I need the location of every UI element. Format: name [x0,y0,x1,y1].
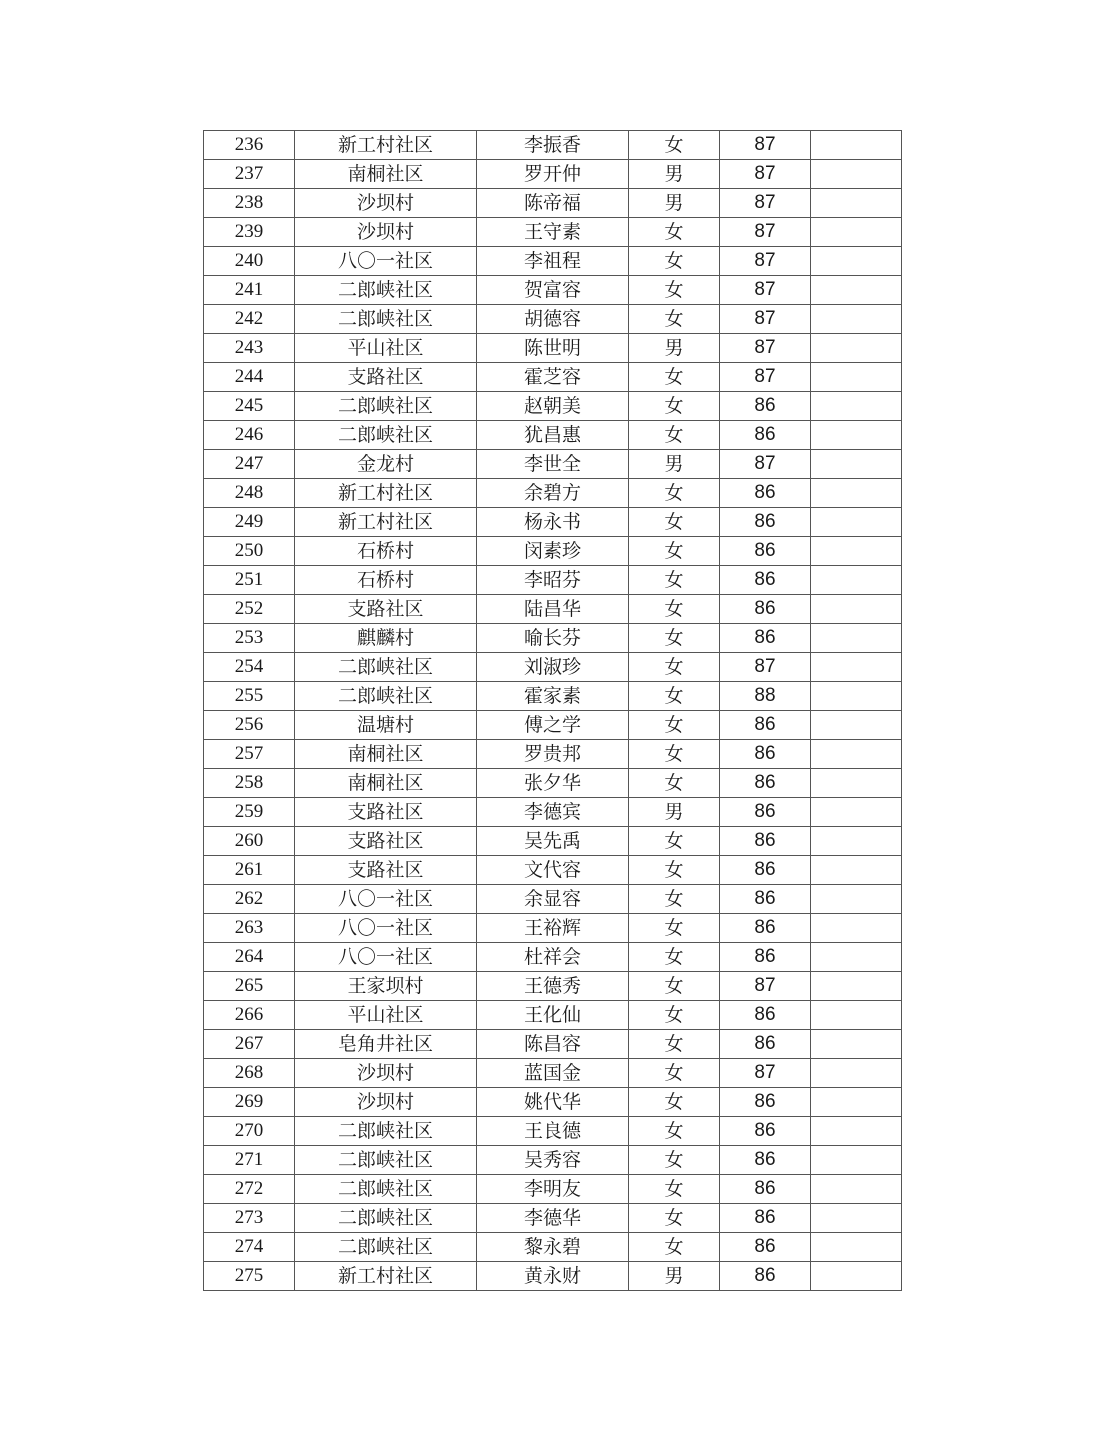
table-row [204,508,902,537]
age-cell: 87 [720,972,811,1001]
gender-cell: 女 [629,856,720,885]
table-row [204,827,902,856]
table-row [204,914,902,943]
remark-cell [811,450,902,479]
remark-cell [811,885,902,914]
person-name-cell: 喻长芬 [477,624,629,653]
remark-cell [811,276,902,305]
remark-cell [811,247,902,276]
age-cell: 87 [720,247,811,276]
community-cell: 二郎峡社区 [295,276,477,305]
serial-number-cell: 242 [204,305,295,334]
serial-number-cell: 262 [204,885,295,914]
age-cell: 87 [720,1059,811,1088]
table-row [204,1262,902,1291]
community-cell: 支路社区 [295,798,477,827]
community-cell: 新工村社区 [295,479,477,508]
table-row [204,160,902,189]
person-name-cell: 李德宾 [477,798,629,827]
table-row [204,566,902,595]
table-row [204,1117,902,1146]
age-cell: 86 [720,1001,811,1030]
gender-cell: 男 [629,334,720,363]
person-name-cell: 陈帝福 [477,189,629,218]
roster-table-body [204,131,902,1291]
table-row [204,305,902,334]
remark-cell [811,1233,902,1262]
serial-number-cell: 261 [204,856,295,885]
remark-cell [811,218,902,247]
person-name-cell: 李昭芬 [477,566,629,595]
gender-cell: 女 [629,1233,720,1262]
table-row [204,1001,902,1030]
serial-number-cell: 239 [204,218,295,247]
person-name-cell: 罗开仲 [477,160,629,189]
serial-number-cell: 256 [204,711,295,740]
remark-cell [811,305,902,334]
serial-number-cell: 267 [204,1030,295,1059]
gender-cell: 女 [629,218,720,247]
remark-cell [811,972,902,1001]
person-name-cell: 余显容 [477,885,629,914]
person-name-cell: 闵素珍 [477,537,629,566]
gender-cell: 女 [629,566,720,595]
table-row [204,856,902,885]
remark-cell [811,624,902,653]
roster-table [203,130,902,1291]
gender-cell: 女 [629,769,720,798]
gender-cell: 女 [629,682,720,711]
age-cell: 86 [720,566,811,595]
remark-cell [811,392,902,421]
person-name-cell: 吴秀容 [477,1146,629,1175]
remark-cell [811,1117,902,1146]
remark-cell [811,740,902,769]
gender-cell: 女 [629,363,720,392]
person-name-cell: 张夕华 [477,769,629,798]
age-cell: 86 [720,508,811,537]
community-cell: 支路社区 [295,363,477,392]
person-name-cell: 文代容 [477,856,629,885]
age-cell: 86 [720,711,811,740]
table-row [204,1233,902,1262]
table-row [204,595,902,624]
community-cell: 八〇一社区 [295,914,477,943]
person-name-cell: 李振香 [477,131,629,160]
community-cell: 沙坝村 [295,189,477,218]
gender-cell: 女 [629,885,720,914]
remark-cell [811,1146,902,1175]
remark-cell [811,479,902,508]
person-name-cell: 刘淑珍 [477,653,629,682]
serial-number-cell: 251 [204,566,295,595]
age-cell: 86 [720,856,811,885]
person-name-cell: 姚代华 [477,1088,629,1117]
age-cell: 87 [720,334,811,363]
gender-cell: 女 [629,595,720,624]
gender-cell: 男 [629,798,720,827]
table-row [204,247,902,276]
community-cell: 二郎峡社区 [295,1146,477,1175]
person-name-cell: 傅之学 [477,711,629,740]
gender-cell: 女 [629,537,720,566]
remark-cell [811,160,902,189]
gender-cell: 女 [629,1030,720,1059]
remark-cell [811,421,902,450]
age-cell: 86 [720,798,811,827]
gender-cell: 男 [629,450,720,479]
gender-cell: 女 [629,1146,720,1175]
age-cell: 86 [720,595,811,624]
person-name-cell: 李祖程 [477,247,629,276]
age-cell: 86 [720,769,811,798]
person-name-cell: 蓝国金 [477,1059,629,1088]
community-cell: 八〇一社区 [295,885,477,914]
gender-cell: 男 [629,189,720,218]
table-row [204,943,902,972]
serial-number-cell: 244 [204,363,295,392]
gender-cell: 女 [629,1001,720,1030]
serial-number-cell: 237 [204,160,295,189]
age-cell: 86 [720,624,811,653]
remark-cell [811,131,902,160]
remark-cell [811,1059,902,1088]
remark-cell [811,189,902,218]
remark-cell [811,711,902,740]
table-row [204,450,902,479]
remark-cell [811,363,902,392]
gender-cell: 女 [629,653,720,682]
serial-number-cell: 246 [204,421,295,450]
serial-number-cell: 265 [204,972,295,1001]
person-name-cell: 犹昌惠 [477,421,629,450]
community-cell: 沙坝村 [295,1088,477,1117]
table-row [204,392,902,421]
community-cell: 八〇一社区 [295,943,477,972]
remark-cell [811,914,902,943]
person-name-cell: 王良德 [477,1117,629,1146]
remark-cell [811,1088,902,1117]
serial-number-cell: 255 [204,682,295,711]
age-cell: 87 [720,189,811,218]
remark-cell [811,827,902,856]
remark-cell [811,1204,902,1233]
person-name-cell: 陈昌容 [477,1030,629,1059]
gender-cell: 女 [629,479,720,508]
table-row [204,218,902,247]
gender-cell: 女 [629,1059,720,1088]
table-row [204,276,902,305]
age-cell: 87 [720,363,811,392]
serial-number-cell: 254 [204,653,295,682]
table-row [204,189,902,218]
person-name-cell: 罗贵邦 [477,740,629,769]
age-cell: 86 [720,1204,811,1233]
serial-number-cell: 250 [204,537,295,566]
community-cell: 二郎峡社区 [295,682,477,711]
table-row [204,537,902,566]
serial-number-cell: 259 [204,798,295,827]
age-cell: 86 [720,1117,811,1146]
remark-cell [811,508,902,537]
table-row [204,1059,902,1088]
age-cell: 86 [720,1030,811,1059]
table-row [204,479,902,508]
remark-cell [811,769,902,798]
community-cell: 二郎峡社区 [295,1175,477,1204]
age-cell: 86 [720,740,811,769]
serial-number-cell: 252 [204,595,295,624]
gender-cell: 女 [629,972,720,1001]
age-cell: 86 [720,1175,811,1204]
gender-cell: 女 [629,305,720,334]
gender-cell: 女 [629,247,720,276]
age-cell: 86 [720,827,811,856]
table-row [204,1088,902,1117]
community-cell: 二郎峡社区 [295,421,477,450]
person-name-cell: 陈世明 [477,334,629,363]
age-cell: 87 [720,131,811,160]
remark-cell [811,1175,902,1204]
age-cell: 86 [720,479,811,508]
remark-cell [811,334,902,363]
gender-cell: 女 [629,1204,720,1233]
person-name-cell: 黎永碧 [477,1233,629,1262]
age-cell: 86 [720,537,811,566]
table-row [204,798,902,827]
person-name-cell: 贺富容 [477,276,629,305]
gender-cell: 女 [629,1117,720,1146]
gender-cell: 女 [629,740,720,769]
age-cell: 87 [720,218,811,247]
serial-number-cell: 273 [204,1204,295,1233]
person-name-cell: 黄永财 [477,1262,629,1291]
person-name-cell: 王守素 [477,218,629,247]
remark-cell [811,943,902,972]
age-cell: 88 [720,682,811,711]
person-name-cell: 杨永书 [477,508,629,537]
remark-cell [811,1262,902,1291]
person-name-cell: 胡德容 [477,305,629,334]
community-cell: 二郎峡社区 [295,653,477,682]
age-cell: 86 [720,943,811,972]
person-name-cell: 赵朝美 [477,392,629,421]
age-cell: 86 [720,1233,811,1262]
remark-cell [811,682,902,711]
gender-cell: 女 [629,276,720,305]
table-row [204,769,902,798]
table-row [204,624,902,653]
gender-cell: 女 [629,711,720,740]
community-cell: 平山社区 [295,334,477,363]
community-cell: 南桐社区 [295,769,477,798]
community-cell: 新工村社区 [295,1262,477,1291]
age-cell: 86 [720,1146,811,1175]
community-cell: 二郎峡社区 [295,1117,477,1146]
community-cell: 石桥村 [295,537,477,566]
table-row [204,131,902,160]
table-row [204,363,902,392]
community-cell: 二郎峡社区 [295,1204,477,1233]
community-cell: 二郎峡社区 [295,1233,477,1262]
serial-number-cell: 253 [204,624,295,653]
table-row [204,1030,902,1059]
serial-number-cell: 257 [204,740,295,769]
community-cell: 沙坝村 [295,1059,477,1088]
gender-cell: 女 [629,131,720,160]
serial-number-cell: 240 [204,247,295,276]
person-name-cell: 吴先禹 [477,827,629,856]
table-row [204,421,902,450]
age-cell: 87 [720,450,811,479]
table-row [204,1175,902,1204]
person-name-cell: 王裕辉 [477,914,629,943]
person-name-cell: 王化仙 [477,1001,629,1030]
community-cell: 金龙村 [295,450,477,479]
gender-cell: 女 [629,392,720,421]
gender-cell: 男 [629,160,720,189]
serial-number-cell: 263 [204,914,295,943]
community-cell: 二郎峡社区 [295,392,477,421]
table-row [204,972,902,1001]
table-row [204,1146,902,1175]
age-cell: 86 [720,1262,811,1291]
person-name-cell: 李明友 [477,1175,629,1204]
serial-number-cell: 264 [204,943,295,972]
community-cell: 皂角井社区 [295,1030,477,1059]
age-cell: 86 [720,914,811,943]
remark-cell [811,1030,902,1059]
table-row [204,1204,902,1233]
person-name-cell: 陆昌华 [477,595,629,624]
person-name-cell: 李世全 [477,450,629,479]
serial-number-cell: 260 [204,827,295,856]
community-cell: 支路社区 [295,595,477,624]
remark-cell [811,566,902,595]
gender-cell: 男 [629,1262,720,1291]
serial-number-cell: 249 [204,508,295,537]
table-row [204,653,902,682]
serial-number-cell: 271 [204,1146,295,1175]
gender-cell: 女 [629,914,720,943]
person-name-cell: 余碧方 [477,479,629,508]
remark-cell [811,798,902,827]
community-cell: 八〇一社区 [295,247,477,276]
community-cell: 支路社区 [295,827,477,856]
person-name-cell: 李德华 [477,1204,629,1233]
age-cell: 87 [720,160,811,189]
gender-cell: 女 [629,943,720,972]
serial-number-cell: 269 [204,1088,295,1117]
table-row [204,682,902,711]
serial-number-cell: 238 [204,189,295,218]
age-cell: 86 [720,392,811,421]
remark-cell [811,1001,902,1030]
table-row [204,740,902,769]
serial-number-cell: 274 [204,1233,295,1262]
age-cell: 87 [720,305,811,334]
serial-number-cell: 272 [204,1175,295,1204]
table-row [204,885,902,914]
serial-number-cell: 268 [204,1059,295,1088]
serial-number-cell: 236 [204,131,295,160]
remark-cell [811,653,902,682]
serial-number-cell: 248 [204,479,295,508]
community-cell: 南桐社区 [295,740,477,769]
age-cell: 86 [720,1088,811,1117]
remark-cell [811,595,902,624]
serial-number-cell: 245 [204,392,295,421]
table-row [204,334,902,363]
age-cell: 86 [720,421,811,450]
serial-number-cell: 241 [204,276,295,305]
person-name-cell: 霍芝容 [477,363,629,392]
community-cell: 二郎峡社区 [295,305,477,334]
community-cell: 王家坝村 [295,972,477,1001]
table-row [204,711,902,740]
serial-number-cell: 266 [204,1001,295,1030]
community-cell: 新工村社区 [295,131,477,160]
community-cell: 沙坝村 [295,218,477,247]
gender-cell: 女 [629,508,720,537]
community-cell: 南桐社区 [295,160,477,189]
community-cell: 新工村社区 [295,508,477,537]
gender-cell: 女 [629,624,720,653]
remark-cell [811,537,902,566]
serial-number-cell: 258 [204,769,295,798]
community-cell: 支路社区 [295,856,477,885]
serial-number-cell: 247 [204,450,295,479]
gender-cell: 女 [629,1088,720,1117]
gender-cell: 女 [629,1175,720,1204]
serial-number-cell: 243 [204,334,295,363]
person-name-cell: 霍家素 [477,682,629,711]
gender-cell: 女 [629,827,720,856]
serial-number-cell: 275 [204,1262,295,1291]
community-cell: 麒麟村 [295,624,477,653]
remark-cell [811,856,902,885]
serial-number-cell: 270 [204,1117,295,1146]
age-cell: 87 [720,653,811,682]
community-cell: 石桥村 [295,566,477,595]
person-name-cell: 王德秀 [477,972,629,1001]
community-cell: 温塘村 [295,711,477,740]
age-cell: 86 [720,885,811,914]
community-cell: 平山社区 [295,1001,477,1030]
age-cell: 87 [720,276,811,305]
gender-cell: 女 [629,421,720,450]
person-name-cell: 杜祥会 [477,943,629,972]
